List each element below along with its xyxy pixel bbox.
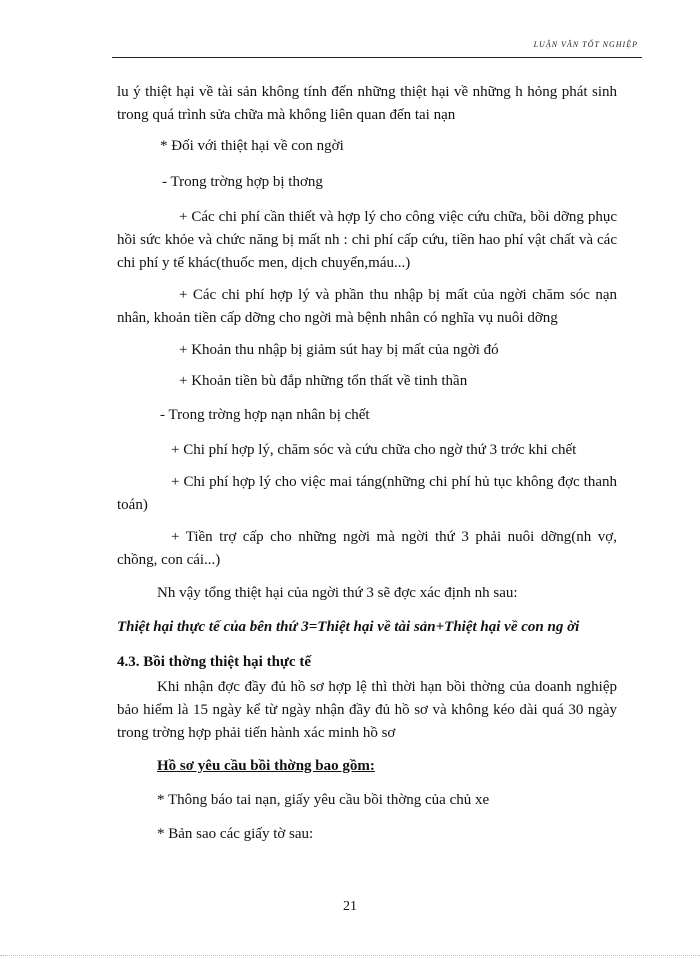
header-rule xyxy=(112,57,642,58)
running-header: LUẬN VĂN TỐT NGHIỆP xyxy=(533,40,638,49)
item-mental-damage: + Khoản tiền bù đắp những tổn thất về tinh thần xyxy=(179,373,468,389)
paragraph-asset-damage-note: lu ý thiệt hại về tài sản không tính đến những thiệt hại về những h hỏng phát sinh trong quá trình sửa chữa mà không liên quan đến tai nạn xyxy=(117,84,617,123)
bullet-accident-notice: * Thông báo tai nạn, giấy yêu cầu bồi thờng của chủ xe xyxy=(157,792,490,808)
page-body xyxy=(117,81,617,846)
paragraph-total-damage: Nh vậy tổng thiệt hại của ngời thứ 3 sẽ đợc xác định nh sau: xyxy=(157,585,518,601)
item-treatment-costs: + Các chi phí cần thiết và hợp lý cho công việc cứu chữa, bồi dỡng phục hồi sức khỏe và chức năng bị mất nh : chi phí cấp cứu, tiền hao phí vật chất và các chi phí y tế khác(thuốc men, dịch chuyển,máu...) xyxy=(117,209,617,271)
item-pre-death-care: + Chi phí hợp lý, chăm sóc và cứu chữa cho ngờ thứ 3 trớc khi chết xyxy=(171,442,577,458)
item-funeral-costs: + Chi phí hợp lý cho việc mai táng(những chi phí hủ tục không đợc thanh toán) xyxy=(117,474,617,513)
bullet-document-copies: * Bản sao các giấy tờ sau: xyxy=(157,826,314,842)
page-number: 21 xyxy=(343,899,357,914)
item-care-income-costs: + Các chi phí hợp lý và phần thu nhập bị mất của ngời chăm sóc nạn nhân, khoản tiền cấp dỡng cho ngời mà bệnh nhân có nghĩa vụ nuôi dỡng xyxy=(117,287,617,326)
item-income-loss: + Khoản thu nhập bị giảm sút hay bị mất của ngời đó xyxy=(179,342,499,358)
subheading-claim-dossier: Hồ sơ yêu cầu bồi thờng bao gồm: xyxy=(157,758,375,774)
item-injury-case: - Trong trờng hợp bị thơng xyxy=(162,174,323,190)
paragraph-compensation-deadline: Khi nhận đợc đầy đủ hồ sơ hợp lệ thì thời hạn bồi thờng của doanh nghiệp bảo hiểm là 15 ngày kể từ ngày nhận đầy đủ hồ sơ và không kéo dài quá 30 ngày trong trờng hợp phải tiến hành xác minh hồ sơ xyxy=(117,679,617,741)
item-death-case: - Trong trờng hợp nạn nhân bị chết xyxy=(160,407,370,423)
item-dependant-allowance: + Tiền trợ cấp cho những ngời mà ngời thứ 3 phải nuôi dỡng(nh vợ, chồng, con cái...) xyxy=(117,529,617,568)
footer-rule xyxy=(0,955,700,956)
bullet-human-damage: * Đối với thiệt hại về con ngời xyxy=(160,138,344,154)
formula-total-damage: Thiệt hại thực tế của bên thứ 3=Thiệt hại về tài sản+Thiệt hại về con ng ời xyxy=(117,619,580,635)
section-heading-4-3: 4.3. Bồi thờng thiệt hại thực tế xyxy=(117,654,311,670)
